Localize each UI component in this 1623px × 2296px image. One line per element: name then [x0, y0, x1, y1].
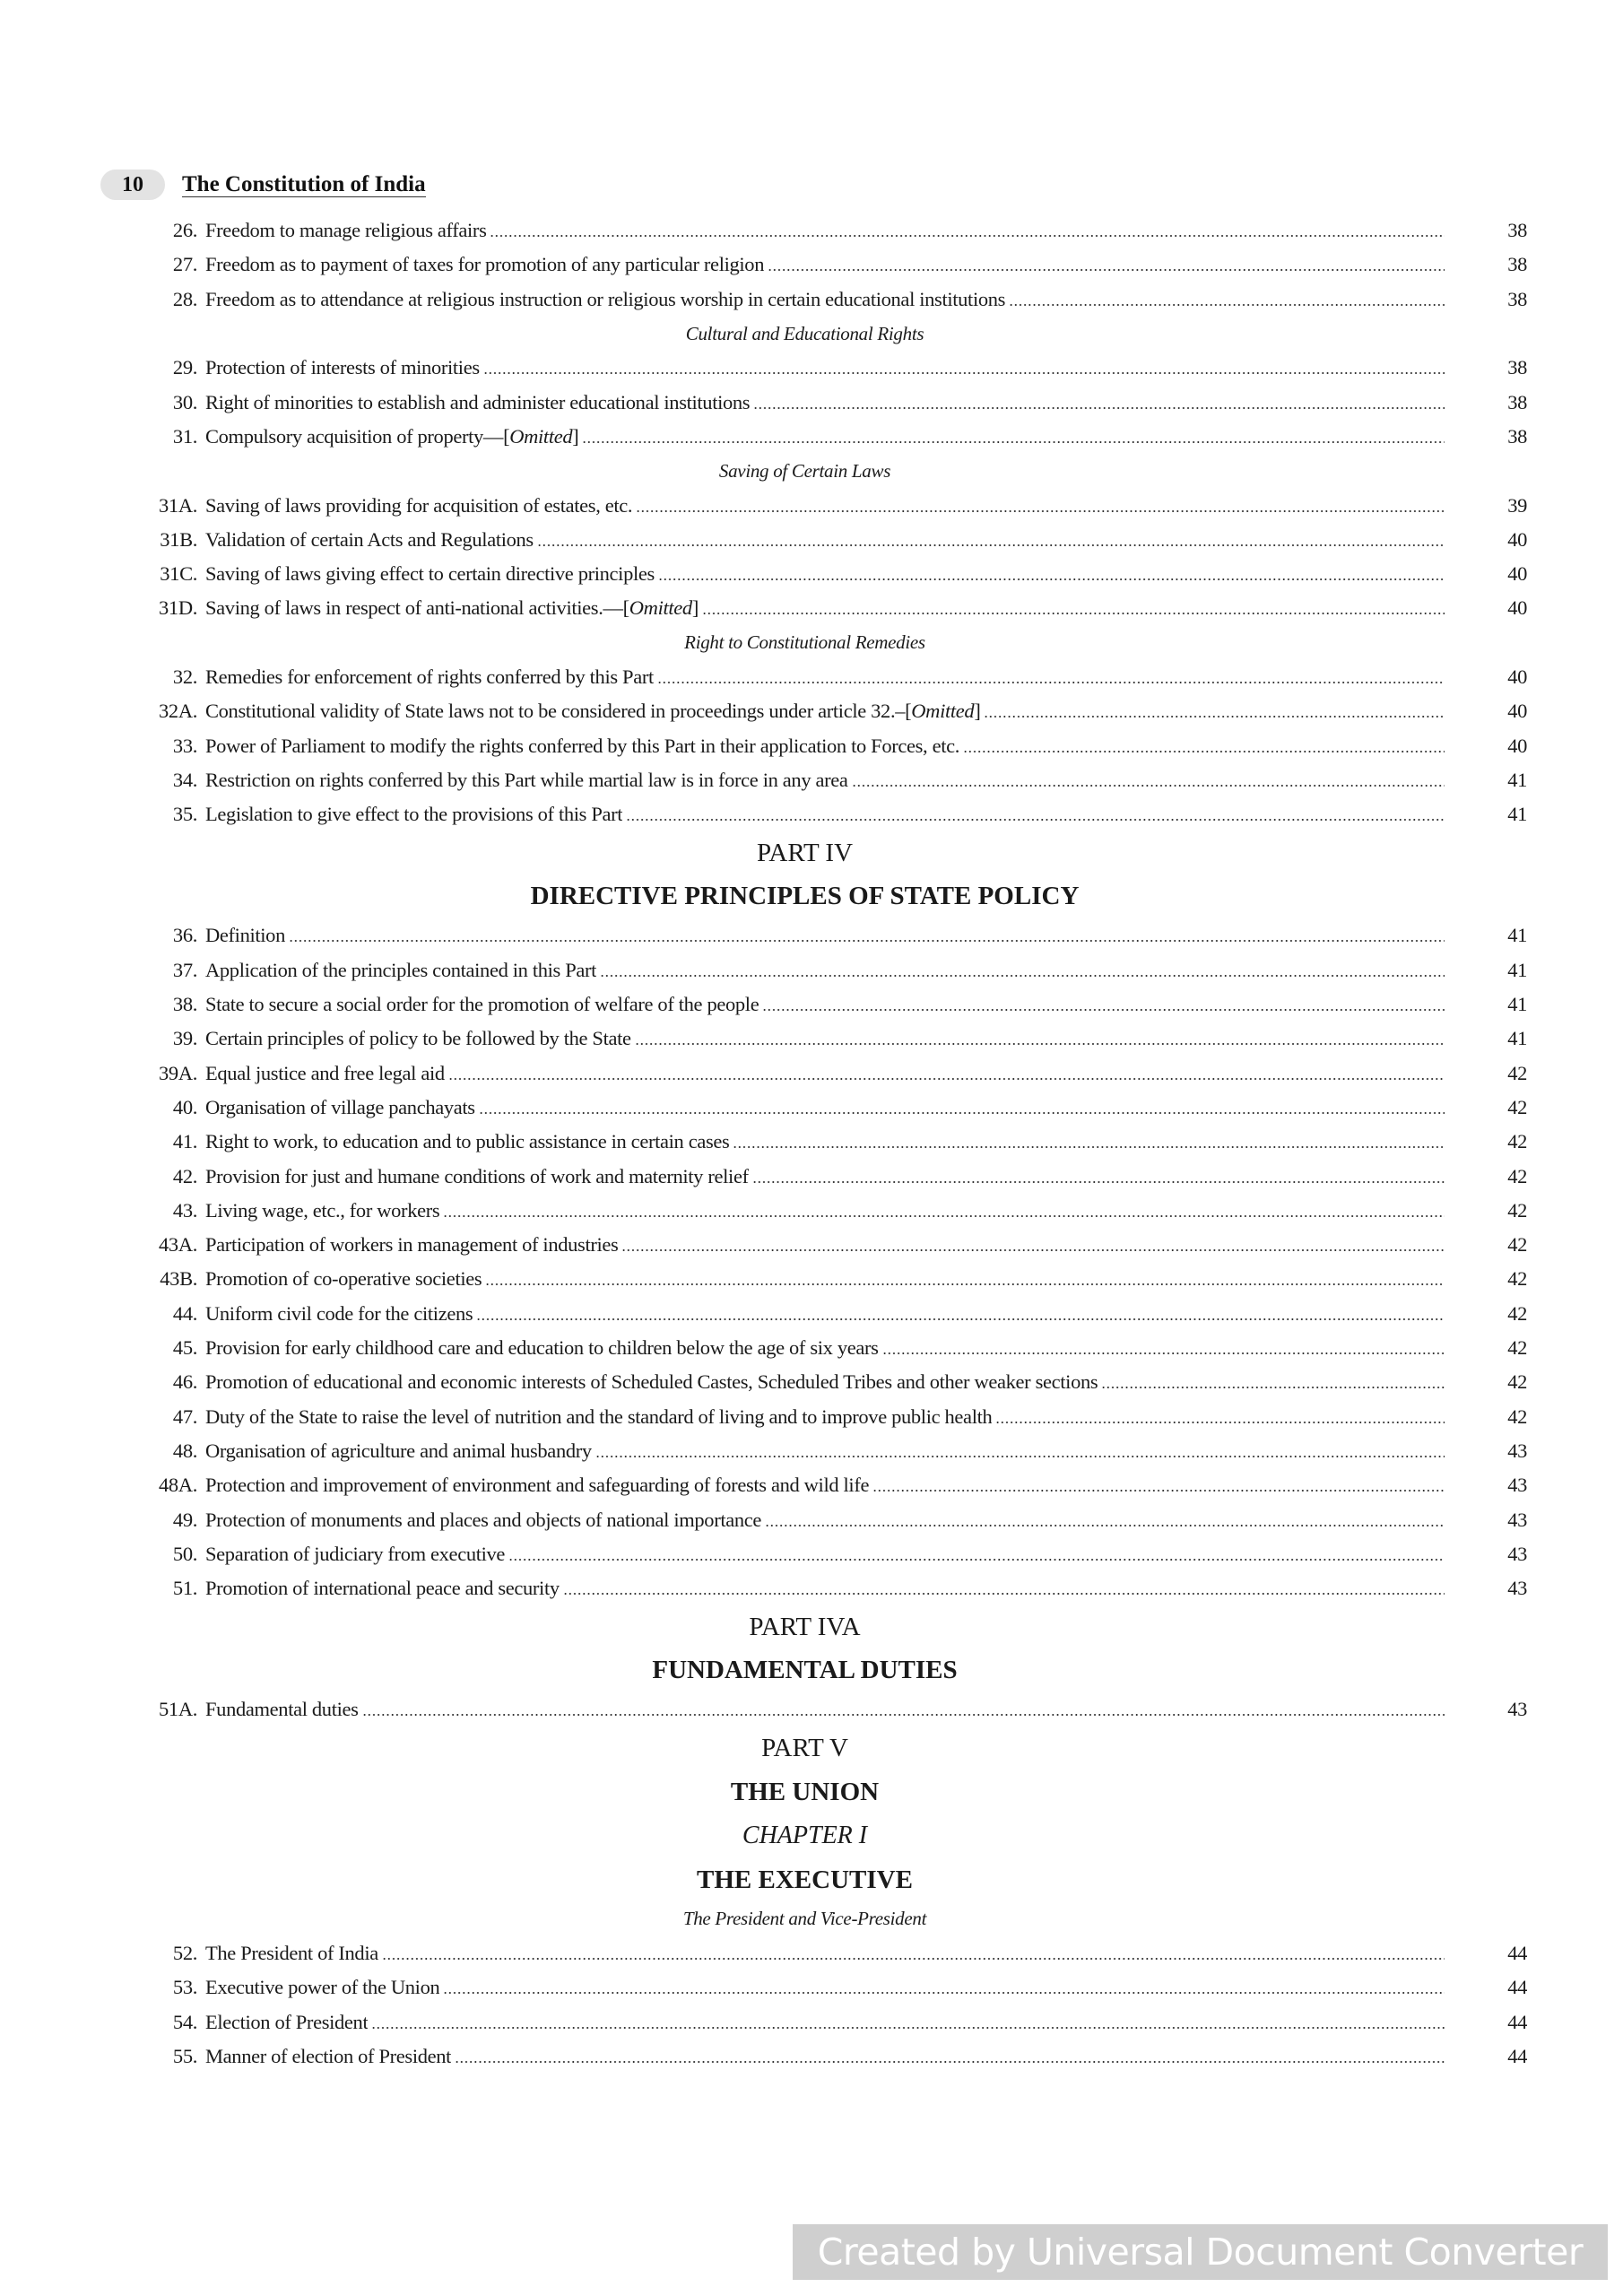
article-title	[205, 596, 699, 620]
dot-leader	[483, 372, 1445, 374]
article-title	[205, 924, 285, 947]
toc-entry[interactable]	[126, 1936, 1529, 1970]
section-subheading: Right to Constitutional Remedies	[684, 631, 925, 654]
page-reference: 38	[1507, 287, 1527, 310]
article-number: 45.	[172, 1336, 197, 1360]
article-title	[205, 528, 534, 552]
article-title-text: Participation of workers in management of industries	[205, 1233, 619, 1257]
article-title	[205, 1509, 761, 1532]
toc-entry[interactable]	[126, 1228, 1529, 1262]
article-title-text: Uniform civil code for the citizens	[205, 1301, 473, 1325]
article-title-text: Protection and improvement of environment and safeguarding of forests and wild life	[205, 1474, 870, 1497]
page-reference: 39	[1507, 493, 1527, 517]
toc-entry[interactable]	[126, 694, 1529, 728]
article-title-text: Freedom as to payment of taxes for promotion of any particular religion	[205, 253, 765, 276]
article-number: 48.	[172, 1439, 197, 1462]
toc-entry[interactable]	[126, 213, 1529, 248]
toc-entry[interactable]	[126, 1297, 1529, 1331]
page-reference: 40	[1507, 562, 1527, 586]
page-reference: 40	[1507, 527, 1527, 551]
toc-entry[interactable]	[126, 591, 1529, 625]
page-reference: 42	[1507, 1130, 1527, 1153]
article-title-text: Restriction on rights conferred by this Part while martial law is in force in any area	[205, 768, 848, 791]
page-reference: 43	[1507, 1474, 1527, 1497]
article-title	[205, 959, 596, 982]
article-title-text: Equal justice and free legal aid	[205, 1061, 445, 1084]
article-number: 31.	[172, 424, 197, 448]
article-number: 31A.	[159, 493, 197, 517]
page-reference: 43	[1507, 1577, 1527, 1600]
dot-leader	[595, 1456, 1445, 1457]
toc-entry[interactable]	[126, 2039, 1529, 2074]
article-number: 39.	[172, 1027, 197, 1050]
page-reference: 41	[1507, 768, 1527, 791]
dot-leader	[1009, 304, 1445, 306]
page-reference: 44	[1507, 2010, 1527, 2033]
page-reference: 43	[1507, 1439, 1527, 1462]
dot-leader	[508, 1559, 1445, 1561]
dot-leader	[476, 1318, 1445, 1320]
page-reference: 40	[1507, 734, 1527, 757]
dot-leader	[443, 1992, 1445, 1994]
dot-leader	[621, 1249, 1445, 1251]
dot-leader	[984, 716, 1445, 718]
article-title-text: Provision for early childhood care and education to children below the age of six years	[205, 1336, 879, 1360]
article-title-text: Remedies for enforcement of rights conferred by this Part	[205, 665, 654, 688]
toc-entry[interactable]	[126, 1400, 1529, 1434]
dot-leader	[485, 1283, 1445, 1285]
article-title	[205, 993, 759, 1016]
article-number: 32A.	[159, 700, 197, 723]
part-heading: DIRECTIVE PRINCIPLES OF STATE POLICY	[530, 882, 1080, 911]
article-title	[205, 1302, 473, 1326]
article-title-text: Saving of laws providing for acquisition of estates, etc.	[205, 493, 633, 517]
page-reference: 42	[1507, 1061, 1527, 1084]
article-number: 30.	[172, 390, 197, 413]
dot-leader	[768, 269, 1445, 271]
article-title	[205, 391, 750, 414]
dot-leader	[882, 1352, 1445, 1354]
page-reference: 42	[1507, 1267, 1527, 1291]
article-title	[205, 1370, 1098, 1394]
toc-entry[interactable]	[126, 351, 1529, 385]
page-reference: 42	[1507, 1095, 1527, 1118]
article-title-text: The President of India	[205, 1942, 378, 1965]
article-title	[205, 769, 848, 792]
toc-entry[interactable]	[126, 953, 1529, 987]
article-title-text: Manner of election of President	[205, 2044, 452, 2067]
page-reference: 41	[1507, 958, 1527, 981]
toc-entry[interactable]	[126, 1194, 1529, 1228]
article-title-text: Freedom as to attendance at religious instruction or religious worship in certain educational institutions	[205, 287, 1006, 310]
page-reference: 38	[1507, 424, 1527, 448]
article-title-text: Organisation of village panchayats	[205, 1095, 475, 1118]
dot-leader	[963, 751, 1445, 752]
article-title	[205, 1062, 445, 1085]
toc-entry[interactable]	[126, 660, 1529, 694]
dot-leader	[762, 1009, 1445, 1011]
part-title: PART IV	[756, 838, 854, 867]
article-number: 50.	[172, 1542, 197, 1565]
table-of-contents	[126, 213, 1529, 2074]
toc-entry[interactable]	[126, 2005, 1529, 2039]
article-title	[205, 253, 764, 276]
toc-entry[interactable]	[126, 987, 1529, 1022]
article-number: 28.	[172, 287, 197, 310]
article-number: 37.	[172, 958, 197, 981]
dot-leader	[479, 1112, 1445, 1114]
page-reference: 42	[1507, 1336, 1527, 1360]
page-reference: 44	[1507, 1942, 1527, 1965]
toc-entry[interactable]	[126, 1091, 1529, 1125]
article-number: 39A.	[159, 1061, 197, 1084]
page-reference: 41	[1507, 924, 1527, 947]
running-title: The Constitution of India	[182, 171, 426, 196]
article-title	[205, 1698, 359, 1721]
article-title	[205, 1439, 592, 1463]
article-number: 49.	[172, 1508, 197, 1531]
article-title-text: Compulsory acquisition of property—[	[205, 424, 510, 448]
article-title	[205, 700, 980, 723]
toc-entry[interactable]	[126, 1365, 1529, 1399]
omitted-note: Omitted	[629, 596, 692, 620]
page-reference: 44	[1507, 1976, 1527, 1999]
toc-entry[interactable]	[126, 385, 1529, 419]
part-title: PART V	[761, 1734, 848, 1763]
article-title-text: Provision for just and humane conditions of work and maternity relief	[205, 1164, 749, 1187]
toc-entry[interactable]	[126, 1468, 1529, 1502]
dot-leader	[657, 682, 1445, 683]
article-title	[205, 1027, 631, 1050]
page-reference: 42	[1507, 1198, 1527, 1222]
article-number: 34.	[172, 768, 197, 791]
article-title	[205, 288, 1005, 311]
omitted-note: Omitted	[911, 700, 975, 723]
toc-entry[interactable]	[126, 1262, 1529, 1296]
dot-leader	[289, 940, 1445, 942]
dot-leader	[765, 1525, 1445, 1526]
page-reference: 40	[1507, 596, 1527, 620]
article-title-text: Freedom to manage religious affairs	[205, 219, 487, 242]
article-title	[205, 1577, 560, 1600]
article-number: 41.	[172, 1130, 197, 1153]
article-title	[205, 1543, 505, 1566]
toc-entry[interactable]	[126, 488, 1529, 522]
article-number: 43.	[172, 1198, 197, 1222]
article-title-text: Right of minorities to establish and administer educational institutions	[205, 390, 751, 413]
article-number: 44.	[172, 1301, 197, 1325]
article-title	[205, 1165, 749, 1188]
dot-leader	[362, 1714, 1445, 1716]
toc-entry[interactable]	[126, 763, 1529, 797]
article-number: 26.	[172, 219, 197, 242]
article-number: 46.	[172, 1370, 197, 1394]
page-reference: 41	[1507, 993, 1527, 1016]
article-title-text: Validation of certain Acts and Regulations	[205, 527, 534, 551]
page-reference: 38	[1507, 390, 1527, 413]
dot-leader	[371, 2027, 1445, 2029]
article-title	[205, 735, 959, 758]
toc-entry[interactable]	[126, 1125, 1529, 1159]
article-title	[205, 1233, 618, 1257]
dot-leader	[636, 510, 1445, 512]
toc-entry[interactable]	[126, 248, 1529, 282]
page-reference: 43	[1507, 1508, 1527, 1531]
article-number: 47.	[172, 1405, 197, 1428]
part-heading: THE UNION	[730, 1777, 880, 1806]
page-reference: 41	[1507, 1027, 1527, 1050]
article-number: 33.	[172, 734, 197, 757]
article-number: 51.	[172, 1577, 197, 1600]
dot-leader	[448, 1078, 1445, 1080]
article-title	[205, 1474, 869, 1497]
toc-entry[interactable]	[126, 1537, 1529, 1571]
article-number: 31B.	[160, 527, 197, 551]
toc-entry[interactable]	[126, 1159, 1529, 1193]
dot-leader	[600, 975, 1445, 977]
article-number: 54.	[172, 2010, 197, 2033]
article-title-text: Executive power of the Union	[205, 1976, 440, 1999]
article-title	[205, 1942, 378, 1965]
article-number: 31D.	[159, 596, 197, 620]
article-number: 52.	[172, 1942, 197, 1965]
article-title	[205, 425, 578, 448]
toc-entry[interactable]	[126, 557, 1529, 591]
article-title-text: Promotion of educational and economic interests of Scheduled Castes, Scheduled Tribes and other weaker sections	[205, 1370, 1098, 1394]
dot-leader	[490, 235, 1445, 237]
dot-leader	[635, 1043, 1445, 1045]
article-title	[205, 562, 655, 586]
page-reference: 38	[1507, 253, 1527, 276]
article-number: 35.	[172, 803, 197, 826]
dot-leader	[626, 819, 1445, 821]
article-number: 43A.	[159, 1233, 197, 1257]
article-title	[205, 1405, 992, 1429]
article-title	[205, 1976, 439, 1999]
article-number: 53.	[172, 1976, 197, 1999]
article-title	[205, 1267, 482, 1291]
page-reference: 40	[1507, 665, 1527, 688]
dot-leader	[753, 407, 1445, 409]
article-title-text: Definition	[205, 924, 285, 947]
article-title-text: Application of the principles contained in this Part	[205, 958, 597, 981]
article-number: 51A.	[159, 1698, 197, 1721]
article-number: 36.	[172, 924, 197, 947]
article-title	[205, 803, 622, 826]
toc-entry[interactable]	[126, 523, 1529, 557]
article-title	[205, 494, 632, 517]
page-reference: 42	[1507, 1405, 1527, 1428]
article-title	[205, 1199, 439, 1222]
page-reference: 38	[1507, 219, 1527, 242]
article-title	[205, 665, 654, 689]
article-title-text: Organisation of agriculture and animal husbandry	[205, 1439, 592, 1462]
toc-entry[interactable]	[126, 1571, 1529, 1605]
article-title-text: Fundamental duties	[205, 1698, 359, 1721]
article-title-text: Saving of laws giving effect to certain directive principles	[205, 562, 655, 586]
page-reference: 38	[1507, 356, 1527, 379]
dot-leader	[995, 1422, 1445, 1423]
dot-leader	[872, 1490, 1445, 1492]
article-title-text: Promotion of co-operative societies	[205, 1267, 482, 1291]
page-reference: 41	[1507, 803, 1527, 826]
article-number: 27.	[172, 253, 197, 276]
article-number: 31C.	[160, 562, 197, 586]
article-title-text: Election of President	[205, 2010, 369, 2033]
dot-leader	[733, 1146, 1445, 1148]
running-header	[100, 169, 426, 201]
article-title	[205, 219, 486, 242]
part-heading: THE EXECUTIVE	[697, 1865, 913, 1894]
article-title-text: Constitutional validity of State laws not to be considered in proceedings under article 32.–[	[205, 700, 912, 723]
toc-entry[interactable]	[126, 1692, 1529, 1726]
toc-entry[interactable]	[126, 918, 1529, 952]
article-number: 42.	[172, 1164, 197, 1187]
article-title-text: Power of Parliament to modify the rights conferred by this Part in their application to Forces, etc.	[205, 734, 960, 757]
page-reference: 40	[1507, 700, 1527, 723]
chapter-title: CHAPTER I	[742, 1822, 868, 1850]
article-number: 48A.	[159, 1474, 197, 1497]
omitted-note: Omitted	[509, 424, 573, 448]
toc-entry[interactable]	[126, 1970, 1529, 2005]
article-number: 55.	[172, 2044, 197, 2067]
toc-entry[interactable]	[126, 1022, 1529, 1056]
article-title-text: Separation of judiciary from executive	[205, 1542, 506, 1565]
watermark-banner: Created by Universal Document Converter	[793, 2224, 1608, 2280]
article-title-text: Duty of the State to raise the level of nutrition and the standard of living and to improve public health	[205, 1405, 993, 1428]
bracket-close: ]	[572, 424, 579, 448]
dot-leader	[702, 613, 1445, 614]
toc-entry[interactable]	[126, 1434, 1529, 1468]
article-title-text: Legislation to give effect to the provisions of this Part	[205, 803, 623, 826]
article-title-text: Certain principles of policy to be followed by the State	[205, 1027, 631, 1050]
part-heading: FUNDAMENTAL DUTIES	[652, 1656, 958, 1685]
toc-entry[interactable]	[126, 797, 1529, 831]
dot-leader	[563, 1593, 1445, 1595]
article-number: 32.	[172, 665, 197, 688]
page-reference: 43	[1507, 1542, 1527, 1565]
toc-entry[interactable]	[126, 283, 1529, 317]
page-reference: 42	[1507, 1164, 1527, 1187]
dot-leader	[752, 1181, 1445, 1183]
article-title	[205, 1336, 879, 1360]
page-reference: 42	[1507, 1370, 1527, 1394]
article-title	[205, 2045, 451, 2068]
section-subheading: The President and Vice-President	[682, 1908, 927, 1930]
dot-leader	[1101, 1387, 1445, 1388]
dot-leader	[658, 578, 1445, 580]
dot-leader	[582, 441, 1445, 443]
toc-entry[interactable]	[126, 1331, 1529, 1365]
dot-leader	[537, 544, 1445, 546]
article-number: 29.	[172, 356, 197, 379]
bracket-close: ]	[691, 596, 699, 620]
toc-entry[interactable]	[126, 1057, 1529, 1091]
bracket-close: ]	[974, 700, 981, 723]
article-title-text: Promotion of international peace and security	[205, 1577, 560, 1600]
page-reference: 42	[1507, 1233, 1527, 1257]
toc-entry[interactable]	[126, 728, 1529, 762]
dot-leader	[382, 1958, 1445, 1960]
page-reference: 44	[1507, 2044, 1527, 2067]
section-subheading: Saving of Certain Laws	[718, 459, 891, 482]
toc-entry[interactable]	[126, 1502, 1529, 1536]
article-title	[205, 356, 480, 379]
page-reference: 43	[1507, 1698, 1527, 1721]
dot-leader	[443, 1215, 1445, 1217]
part-title: PART IVA	[749, 1612, 861, 1641]
dot-leader	[455, 2061, 1445, 2063]
page-number-badge: 10	[100, 170, 165, 200]
page-reference: 42	[1507, 1301, 1527, 1325]
article-title	[205, 1130, 729, 1153]
article-number: 43B.	[160, 1267, 197, 1291]
article-title-text: Right to work, to education and to public assistance in certain cases	[205, 1130, 730, 1153]
article-number: 40.	[172, 1095, 197, 1118]
article-number: 38.	[172, 993, 197, 1016]
article-title	[205, 2011, 368, 2034]
article-title-text: Protection of monuments and places and objects of national importance	[205, 1508, 762, 1531]
dot-leader	[852, 785, 1445, 787]
article-title	[205, 1096, 475, 1119]
article-title-text: State to secure a social order for the promotion of welfare of the people	[205, 993, 759, 1016]
article-title-text: Protection of interests of minorities	[205, 356, 480, 379]
article-title-text: Living wage, etc., for workers	[205, 1198, 440, 1222]
article-title-text: Saving of laws in respect of anti-national activities.—[	[205, 596, 629, 620]
section-subheading: Cultural and Educational Rights	[685, 322, 924, 344]
toc-entry[interactable]	[126, 420, 1529, 454]
